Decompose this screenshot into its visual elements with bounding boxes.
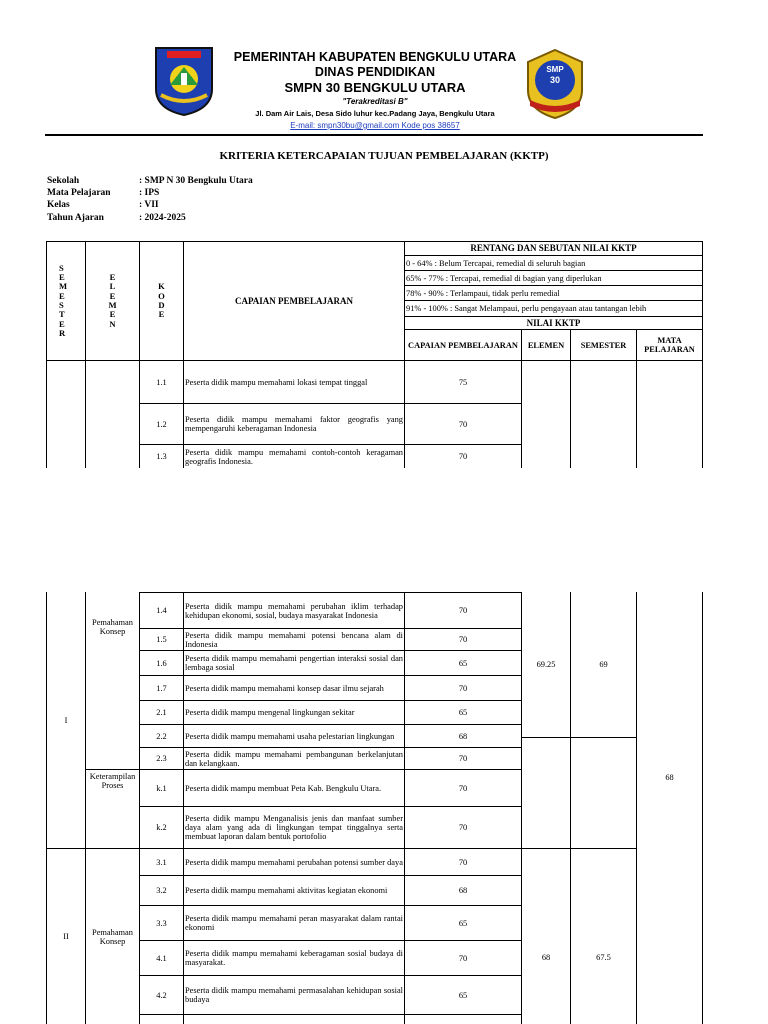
kode-cell: 1.5 — [139, 628, 184, 651]
cp-desc-cell: Peserta didik mampu mengenal lingkungan sekitar — [183, 700, 405, 725]
nilai-cell: 70 — [404, 592, 522, 629]
rentang-2: 65% - 77% : Tercapai, remedial di bagian yang diperlukan — [404, 270, 703, 286]
nilai-cell: 68 — [404, 724, 522, 748]
kode-cell: k.2 — [139, 806, 184, 849]
svg-text:30: 30 — [549, 75, 561, 85]
cp-desc-cell: Peserta didik mampu Menganalisis jenis dan manfaat sumber daya alam yang ada di lingkungan tempat tinggalnya serta membuat laporan dalam bentuk portofolio — [183, 806, 405, 849]
kode-cell: 3.2 — [139, 875, 184, 906]
header-email[interactable]: E-mail: smpn30bu@gmail.com Kode pos 38657 — [290, 121, 460, 130]
svg-text:SMP: SMP — [546, 65, 564, 74]
nilai-kktp-title: NILAI KKTP — [404, 316, 703, 330]
document-title: KRITERIA KETERCAPAIAN TUJUAN PEMBELAJARAN (KKTP) — [219, 150, 549, 162]
info-value: : VII — [139, 200, 159, 211]
kode-cell: 2.2 — [139, 724, 184, 748]
col-header-cp: CAPAIAN PEMBELAJARAN — [183, 241, 405, 361]
semester-cell: II — [46, 848, 86, 1024]
col-header-nilai-elemen: ELEMEN — [521, 329, 571, 361]
kode-cell: 2.1 — [139, 700, 184, 725]
elemen-cell: Pemahaman Konsep — [85, 848, 140, 1024]
kode-cell: 2.3 — [139, 747, 184, 770]
nilai-cell: 68 — [404, 875, 522, 906]
logo-left — [153, 45, 215, 117]
info-label: Kelas — [47, 200, 70, 211]
cp-desc-cell: Peserta didik mampu memahami konsep dasar ilmu sejarah — [183, 675, 405, 701]
nilai-cell: 70 — [404, 848, 522, 876]
cp-desc-cell: Peserta didik mampu memahami pembangunan berkelanjutan dan kelangkaan. — [183, 747, 405, 770]
elemen-score-cell: 68 — [521, 848, 571, 1024]
kode-cell: 1.7 — [139, 675, 184, 701]
semester-score-cell: 69 — [570, 592, 637, 738]
cp-desc-cell: Peserta didik mampu memahami perubahan potensi sumber daya — [183, 848, 405, 876]
elemen-cell: Keterampilan Proses — [85, 769, 140, 849]
elemen-score-cell: 69.25 — [521, 592, 571, 738]
cp-desc-cell: Peserta didik mampu memahami perubahan iklim terhadap kehidupan ekonomi, sosial, budaya masyarakat Indonesia — [183, 592, 405, 629]
nilai-cell: 65 — [404, 905, 522, 941]
info-label: Tahun Ajaran — [47, 212, 104, 223]
info-value: : 2024-2025 — [139, 212, 186, 223]
cp-desc-cell: Peserta didik mampu memahami pengertian interaksi sosial dan lembaga sosial — [183, 650, 405, 676]
rentang-1: 0 - 64% : Belum Tercapai, remedial di seluruh bagian — [404, 255, 703, 271]
kode-cell: 1.6 — [139, 650, 184, 676]
info-value: : IPS — [139, 188, 160, 199]
nilai-cell: 70 — [404, 628, 522, 651]
kode-cell: 4.1 — [139, 940, 184, 976]
kode-cell: k.1 — [139, 769, 184, 807]
cp-desc-cell: Peserta didik mampu memahami aktivitas kegiatan ekonomi — [183, 875, 405, 906]
header-school: SMPN 30 BENGKULU UTARA — [284, 80, 466, 95]
nilai-cell: 65 — [404, 650, 522, 676]
cp-desc-cell: Peserta didik mampu memahami lokasi tempat tinggal — [183, 360, 405, 404]
cp-desc-cell: Peserta didik mampu memahami contoh-contoh keragaman geografis Indonesia. — [183, 444, 405, 468]
semester-cell: I — [46, 592, 86, 849]
kode-cell: 3.1 — [139, 848, 184, 876]
cp-desc-cell: Peserta didik mampu memahami faktor geografis yang mempengaruhi keberagaman Indonesia — [183, 403, 405, 445]
info-values — [139, 175, 339, 224]
col-header-kode: K O D E — [139, 241, 184, 361]
elemen-score-empty — [521, 737, 571, 849]
info-labels — [47, 175, 137, 224]
header-accreditation: "Terakreditasi B" — [342, 97, 408, 106]
elemen-cell: Pemahaman Konsep — [85, 592, 140, 770]
cp-desc-cell: Peserta didik mampu membuat Peta Kab. Bengkulu Utara. — [183, 769, 405, 807]
header-address: Jl. Dam Air Lais, Desa Sido luhur kec.Padang Jaya, Bengkulu Utara — [255, 109, 495, 118]
info-value: : SMP N 30 Bengkulu Utara — [139, 176, 253, 186]
nilai-cell: 70 — [404, 444, 522, 468]
semester-score-empty — [570, 737, 637, 849]
header-rule — [45, 134, 703, 136]
col-header-nilai-semester: SEMESTER — [570, 329, 637, 361]
rentang-3: 78% - 90% : Terlampaui, tidak perlu remedial — [404, 285, 703, 301]
info-label: Mata Pelajaran — [47, 188, 111, 199]
rentang-title: RENTANG DAN SEBUTAN NILAI KKTP — [404, 241, 703, 256]
info-label: Sekolah — [47, 176, 80, 186]
kode-cell: 1.3 — [139, 444, 184, 468]
nilai-cell: 70 — [404, 675, 522, 701]
cp-desc-cell: Peserta didik mampu memahami potensi bencana alam di Indonesia — [183, 628, 405, 651]
header-gov: PEMERINTAH KABUPATEN BENGKULU UTARA — [233, 50, 517, 64]
kode-cell: 3.3 — [139, 905, 184, 941]
nilai-cell: 70 — [404, 940, 522, 976]
nilai-cell: 70 — [404, 769, 522, 807]
cp-desc-cell: Peserta didik mampu memahami usaha pelestarian lingkungan — [183, 724, 405, 748]
kode-cell: 1.4 — [139, 592, 184, 629]
nilai-cell: 70 — [404, 403, 522, 445]
cp-desc-cell: Peserta didik mampu memahami peran masyarakat dalam rantai ekonomi — [183, 905, 405, 941]
semester-score-cell: 67.5 — [570, 848, 637, 1024]
kode-cell: 4.2 — [139, 975, 184, 1015]
nilai-cell: 65 — [404, 700, 522, 725]
cp-desc-cell: Peserta didik mampu memahami keberagaman sosial budaya di masyarakat. — [183, 940, 405, 976]
nilai-cell: 65 — [404, 975, 522, 1015]
cp-desc-cell: Peserta didik mampu memahami permasalahan kehidupan sosial budaya — [183, 975, 405, 1015]
nilai-cell: 75 — [404, 360, 522, 404]
rentang-4: 91% - 100% : Sangat Melampaui, perlu pengayaan atau tantangan lebih — [404, 300, 703, 317]
col-header-elemen: E L E M E N — [85, 241, 140, 361]
mapel-score-cell: 68 — [665, 772, 674, 782]
nilai-cell: 70 — [404, 747, 522, 770]
col-header-semester: S E M E S T E R — [46, 241, 86, 361]
header-dept: DINAS PENDIDIKAN — [314, 65, 436, 79]
kode-cell: 1.2 — [139, 403, 184, 445]
nilai-cell: 70 — [404, 806, 522, 849]
col-header-nilai-mapel: MATA PELAJARAN — [636, 329, 703, 361]
col-header-nilai-cp: CAPAIAN PEMBELAJARAN — [404, 329, 522, 361]
kode-cell: 1.1 — [139, 360, 184, 404]
